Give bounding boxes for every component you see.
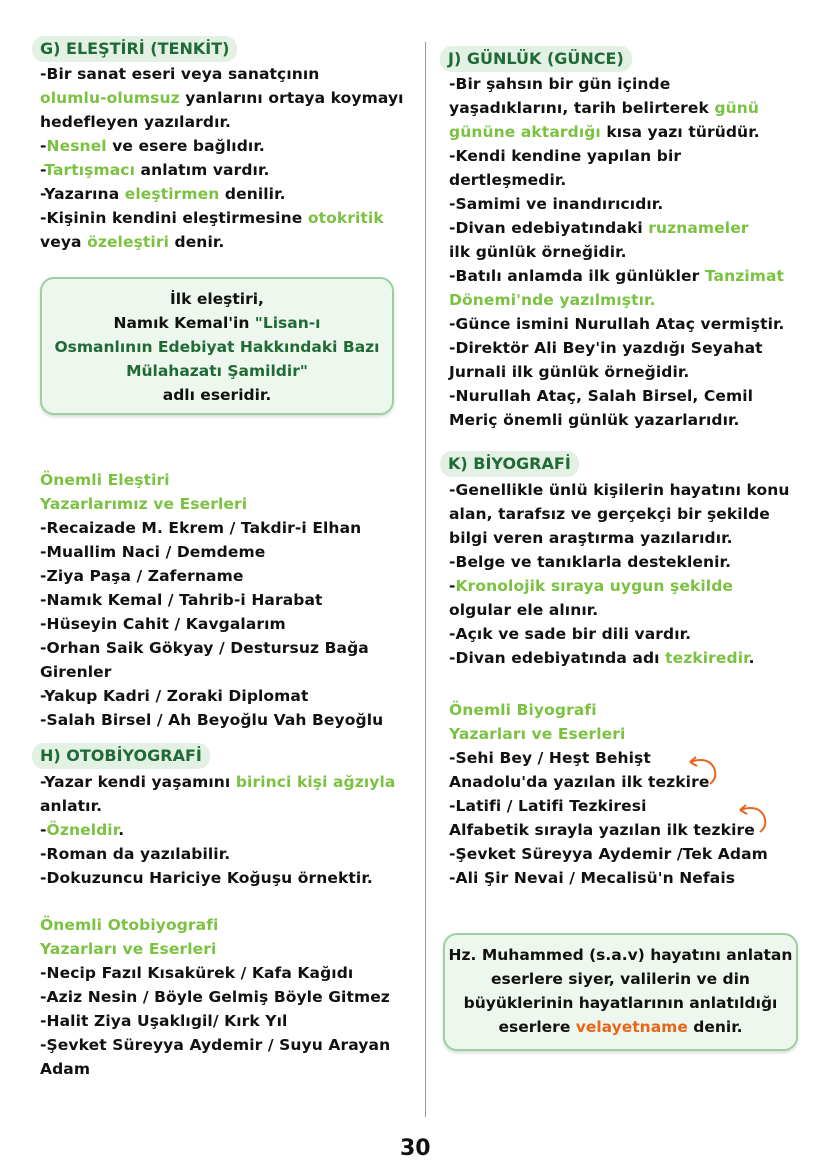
text-line bbox=[42, 311, 392, 335]
text-segment: -Ali Şir Nevai / Mecalisü'n Nefais bbox=[449, 869, 736, 887]
highlighted-term: Osmanlının Edebiyat Hakkındaki Bazı bbox=[54, 338, 380, 356]
text-segment: -Muallim Naci / Demdeme bbox=[40, 543, 266, 561]
text-segment: Jurnali ilk günlük örneğidir. bbox=[449, 363, 690, 381]
text-segment: yaşadıklarını, tarih belirterek bbox=[449, 99, 715, 117]
text-line bbox=[449, 818, 768, 842]
text-line bbox=[445, 1015, 796, 1039]
text-segment: Önemli Biyografi bbox=[449, 701, 597, 719]
text-segment: -Halit Ziya Uşaklıgil/ Kırk Yıl bbox=[40, 1012, 288, 1030]
text-line bbox=[40, 636, 383, 660]
curved-arrow-icon bbox=[736, 802, 772, 836]
text-segment: . bbox=[748, 649, 755, 667]
text-line bbox=[449, 574, 790, 598]
text-segment: veya bbox=[40, 233, 88, 251]
text-line bbox=[40, 86, 404, 110]
text-line bbox=[449, 598, 790, 622]
text-line bbox=[40, 134, 404, 158]
text-line bbox=[445, 967, 796, 991]
text-line bbox=[449, 478, 790, 502]
text-line bbox=[40, 158, 404, 182]
text-line bbox=[449, 866, 768, 890]
heading-otobiyografi: H) OTOBİYOGRAFİ bbox=[32, 743, 210, 769]
text-line bbox=[449, 72, 785, 96]
highlighted-term: "Lisan-ı bbox=[254, 314, 321, 332]
text-line bbox=[40, 230, 404, 254]
text-line bbox=[449, 336, 785, 360]
text-segment: anlatım vardır. bbox=[135, 161, 270, 179]
text-line bbox=[445, 943, 796, 967]
text-line bbox=[40, 708, 383, 732]
text-segment: -Necip Fazıl Kısakürek / Kafa Kağıdı bbox=[40, 964, 354, 982]
text-line bbox=[40, 182, 404, 206]
text-line bbox=[40, 588, 383, 612]
highlighted-term: Mülahazatı Şamildir" bbox=[126, 362, 308, 380]
text-segment: - bbox=[40, 821, 47, 839]
text-segment: -Recaizade M. Ekrem / Takdir-i Elhan bbox=[40, 519, 362, 537]
text-line bbox=[449, 144, 785, 168]
first-critique-note-box bbox=[40, 277, 394, 415]
text-segment: -Hüseyin Cahit / Kavgalarım bbox=[40, 615, 286, 633]
text-line bbox=[40, 612, 383, 636]
text-segment: yanlarını ortaya koymayı bbox=[179, 89, 404, 107]
text-segment: Girenler bbox=[40, 663, 112, 681]
text-segment: -Açık ve sade bir dili vardır. bbox=[449, 625, 692, 643]
text-line bbox=[449, 96, 785, 120]
text-segment: adlı eseridir. bbox=[162, 386, 272, 404]
text-line bbox=[449, 408, 785, 432]
text-segment: denir. bbox=[169, 233, 225, 251]
text-line bbox=[449, 216, 785, 240]
highlighted-term: Tartışmacı bbox=[44, 161, 136, 179]
text-segment: denilir. bbox=[219, 185, 286, 203]
text-line bbox=[40, 684, 383, 708]
highlighted-term: Kronolojik sıraya uygun şekilde bbox=[455, 577, 734, 595]
text-segment: -Bir sanat eseri veya sanatçının bbox=[40, 65, 320, 83]
text-segment: eserlere siyer, valilerin ve din bbox=[491, 970, 750, 988]
text-segment: -Divan edebiyatındaki bbox=[449, 219, 649, 237]
text-line bbox=[42, 287, 392, 311]
text-line bbox=[40, 1009, 390, 1033]
heading-elestiri: G) ELEŞTİRİ (TENKİT) bbox=[32, 36, 237, 62]
text-segment: Yazarlarımız ve Eserleri bbox=[40, 495, 248, 513]
text-segment: bilgi veren araştırma yazılarıdır. bbox=[449, 529, 733, 547]
text-segment: -Bir şahsın bir gün içinde bbox=[449, 75, 671, 93]
text-line bbox=[40, 468, 247, 492]
text-segment: -Sehi Bey / Heşt Behişt bbox=[449, 749, 651, 767]
highlighted-term: gününe aktardığı bbox=[449, 123, 601, 141]
text-segment: -Divan edebiyatında adı bbox=[449, 649, 666, 667]
text-segment: eserlere bbox=[498, 1018, 576, 1036]
text-segment: -Kişinin kendini eleştirmesine bbox=[40, 209, 308, 227]
text-segment: -Yazarına bbox=[40, 185, 125, 203]
text-line bbox=[40, 937, 218, 961]
highlighted-term: otokritik bbox=[307, 209, 384, 227]
text-line bbox=[40, 660, 383, 684]
text-segment: olgular ele alınır. bbox=[449, 601, 599, 619]
text-segment: -Şevket Süreyya Aydemir / Suyu Arayan bbox=[40, 1036, 391, 1054]
text-line bbox=[40, 866, 395, 890]
highlighted-term: Tanzimat bbox=[704, 267, 785, 285]
text-segment: - bbox=[40, 137, 47, 155]
text-line bbox=[449, 168, 785, 192]
text-segment: -Dokuzuncu Hariciye Koğuşu örnektir. bbox=[40, 869, 373, 887]
text-segment: Alfabetik sırayla yazılan ilk tezkire bbox=[449, 821, 755, 839]
text-line bbox=[40, 1033, 390, 1057]
biyografi-text bbox=[449, 478, 790, 670]
text-segment: -Genellikle ünlü kişilerin hayatını konu bbox=[449, 481, 790, 499]
text-segment: -Kendi kendine yapılan bir bbox=[449, 147, 682, 165]
text-line bbox=[40, 794, 395, 818]
text-line bbox=[449, 550, 790, 574]
text-segment: -Belge ve tanıklarla desteklenir. bbox=[449, 553, 732, 571]
text-segment: -Ziya Paşa / Zafername bbox=[40, 567, 244, 585]
text-segment: dertleşmedir. bbox=[449, 171, 567, 189]
heading-biyografi: K) BİYOGRAFİ bbox=[440, 451, 579, 477]
text-segment: -Yazar kendi yaşamını bbox=[40, 773, 236, 791]
elestiri-text bbox=[40, 62, 404, 254]
text-segment: -Samimi ve inandırıcıdır. bbox=[449, 195, 664, 213]
highlighted-term: Özneldir bbox=[46, 821, 119, 839]
text-segment: -Roman da yazılabilir. bbox=[40, 845, 231, 863]
text-segment: -Namık Kemal / Tahrib-i Harabat bbox=[40, 591, 323, 609]
text-line bbox=[449, 312, 785, 336]
text-segment: alan, tarafsız ve gerçekçi bir şekilde bbox=[449, 505, 770, 523]
highlighted-term: olumlu-olumsuz bbox=[40, 89, 180, 107]
text-line bbox=[449, 794, 768, 818]
text-segment: Anadolu'da yazılan ilk tezkire bbox=[449, 773, 710, 791]
text-line bbox=[449, 240, 785, 264]
text-segment: -Nurullah Ataç, Salah Birsel, Cemil bbox=[449, 387, 754, 405]
text-segment: - bbox=[449, 577, 456, 595]
page-number: 30 bbox=[400, 1136, 431, 1161]
highlighted-term: Nesnel bbox=[46, 137, 107, 155]
text-segment: kısa yazı türüdür. bbox=[600, 123, 760, 141]
highlighted-term: Dönemi'nde yazılmıştır. bbox=[449, 291, 656, 309]
text-segment: -Aziz Nesin / Böyle Gelmiş Böyle Gitmez bbox=[40, 988, 390, 1006]
text-line bbox=[449, 722, 625, 746]
text-line bbox=[40, 818, 395, 842]
text-segment: Yazarları ve Eserleri bbox=[40, 940, 217, 958]
text-line bbox=[449, 698, 625, 722]
text-line bbox=[449, 842, 768, 866]
text-segment: -Şevket Süreyya Aydemir /Tek Adam bbox=[449, 845, 768, 863]
text-line bbox=[40, 770, 395, 794]
highlighted-term: ruznameler bbox=[648, 219, 749, 237]
text-segment: Önemli Eleştiri bbox=[40, 471, 170, 489]
text-segment: denir. bbox=[687, 1018, 743, 1036]
text-segment: Önemli Otobiyografi bbox=[40, 916, 219, 934]
text-segment: Meriç önemli günlük yazarlarıdır. bbox=[449, 411, 740, 429]
text-segment: . bbox=[118, 821, 125, 839]
otobiyografi-text bbox=[40, 770, 395, 890]
text-line bbox=[40, 913, 218, 937]
text-segment: ilk günlük örneğidir. bbox=[449, 243, 627, 261]
text-line bbox=[42, 335, 392, 359]
text-line bbox=[445, 991, 796, 1015]
text-line bbox=[42, 383, 392, 407]
text-segment: -Latifi / Latifi Tezkiresi bbox=[449, 797, 647, 815]
text-line bbox=[40, 206, 404, 230]
elestiri-works-subheading bbox=[40, 468, 247, 516]
text-segment: -Yakup Kadri / Zoraki Diplomat bbox=[40, 687, 309, 705]
text-line bbox=[449, 120, 785, 144]
text-segment: büyüklerinin hayatlarının anlatıldığı bbox=[463, 994, 778, 1012]
text-line bbox=[449, 526, 790, 550]
text-line bbox=[449, 192, 785, 216]
text-segment: anlatır. bbox=[40, 797, 103, 815]
highlighted-term: özeleştiri bbox=[87, 233, 169, 251]
text-line bbox=[449, 622, 790, 646]
velayetname-note-box bbox=[443, 933, 798, 1051]
text-segment: -Günce ismini Nurullah Ataç vermiştir. bbox=[449, 315, 785, 333]
text-segment: Yazarları ve Eserleri bbox=[449, 725, 626, 743]
column-divider bbox=[425, 42, 426, 1117]
text-segment: -Salah Birsel / Ah Beyoğlu Vah Beyoğlu bbox=[40, 711, 384, 729]
text-segment: Namık Kemal'in bbox=[113, 314, 255, 332]
text-segment: - bbox=[40, 161, 45, 179]
text-line bbox=[40, 492, 247, 516]
text-segment: -Direktör Ali Bey'in yazdığı Seyahat bbox=[449, 339, 763, 357]
text-line bbox=[40, 516, 383, 540]
text-line bbox=[449, 360, 785, 384]
text-line bbox=[40, 1057, 390, 1081]
text-line bbox=[449, 646, 790, 670]
highlighted-term: birinci kişi ağzıyla bbox=[235, 773, 396, 791]
biyografi-works-subheading bbox=[449, 698, 625, 746]
text-segment: -Batılı anlamda ilk günlükler bbox=[449, 267, 705, 285]
elestiri-works-list bbox=[40, 516, 383, 732]
text-line bbox=[40, 110, 404, 134]
highlighted-term: eleştirmen bbox=[124, 185, 220, 203]
text-line bbox=[40, 961, 390, 985]
text-segment: ve esere bağlıdır. bbox=[106, 137, 265, 155]
text-line bbox=[449, 384, 785, 408]
highlighted-term: velayetname bbox=[575, 1018, 688, 1036]
otobiyografi-works-list bbox=[40, 961, 390, 1081]
text-line bbox=[40, 540, 383, 564]
text-segment: hedefleyen yazılardır. bbox=[40, 113, 232, 131]
curved-arrow-icon bbox=[686, 754, 722, 788]
text-line bbox=[40, 985, 390, 1009]
text-line bbox=[40, 842, 395, 866]
text-segment: Adam bbox=[40, 1060, 91, 1078]
text-segment: -Orhan Saik Gökyay / Destursuz Bağa bbox=[40, 639, 369, 657]
otobiyografi-works-subheading bbox=[40, 913, 218, 961]
text-line bbox=[40, 62, 404, 86]
text-segment: Hz. Muhammed (s.a.v) hayatını anlatan bbox=[448, 946, 793, 964]
text-line bbox=[449, 264, 785, 288]
gunluk-text bbox=[449, 72, 785, 432]
highlighted-term: tezkiredir bbox=[665, 649, 749, 667]
text-line bbox=[40, 564, 383, 588]
text-line bbox=[449, 288, 785, 312]
heading-gunluk: J) GÜNLÜK (GÜNCE) bbox=[440, 46, 632, 72]
highlighted-term: günü bbox=[714, 99, 760, 117]
text-segment: İlk eleştiri, bbox=[170, 290, 264, 308]
text-line bbox=[42, 359, 392, 383]
text-line bbox=[449, 502, 790, 526]
